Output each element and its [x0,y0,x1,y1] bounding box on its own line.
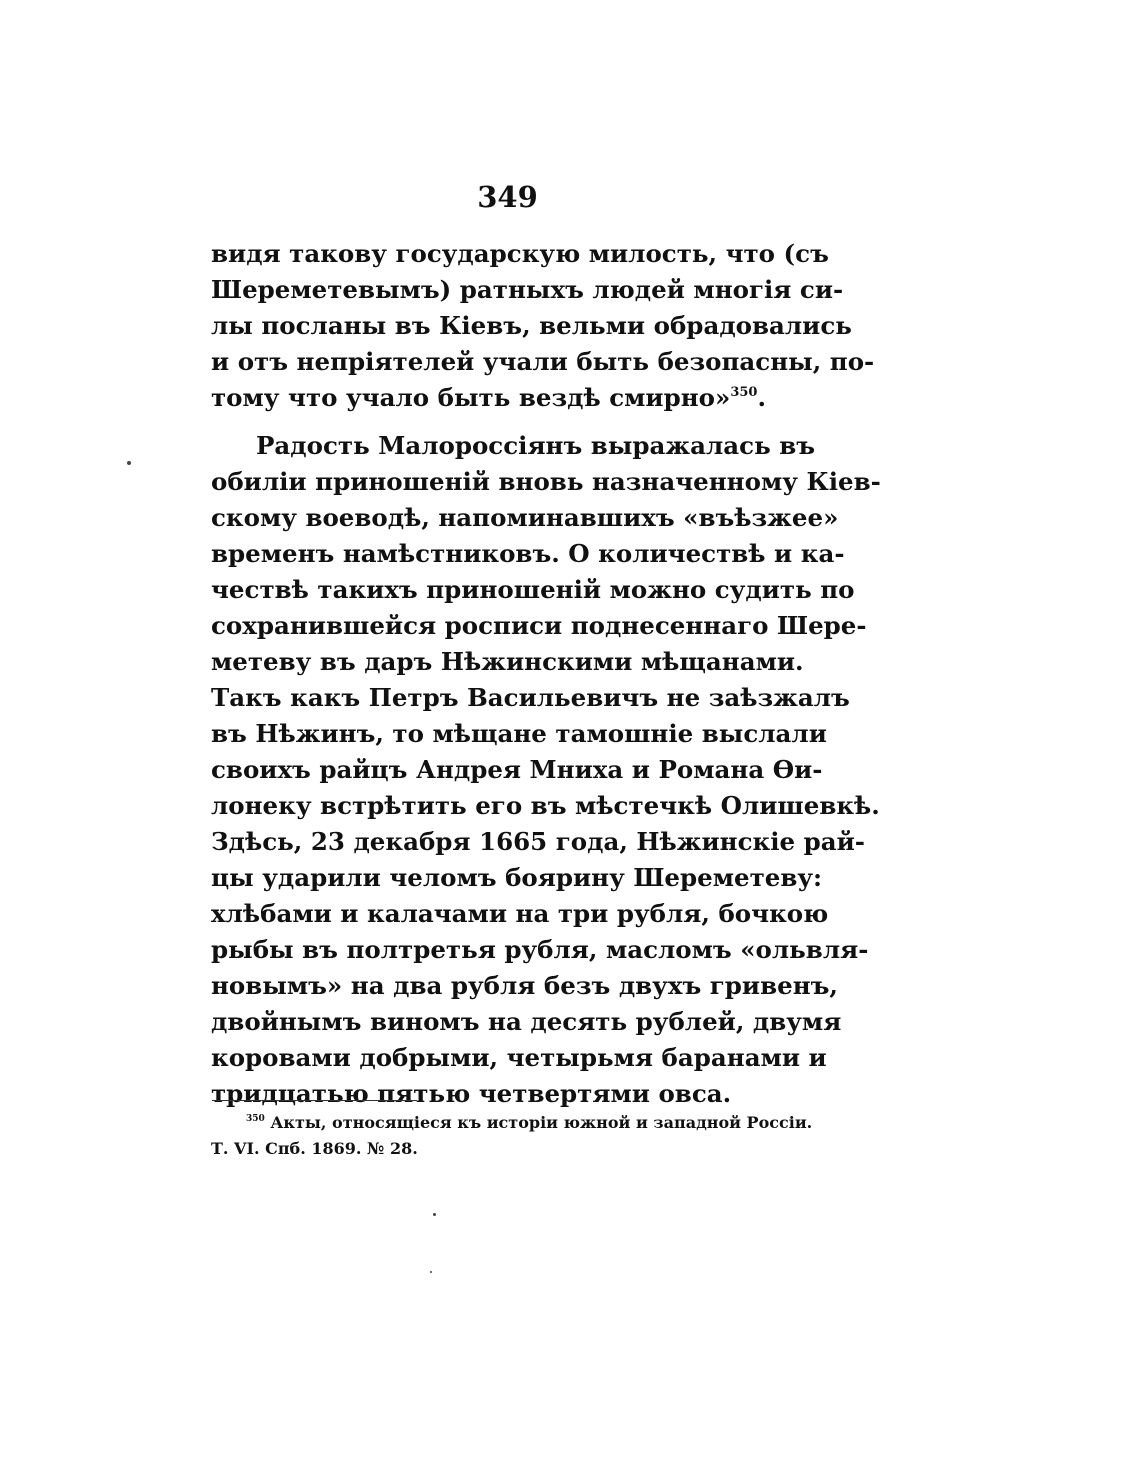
text-line: лонеку встрѣтить его въ мѣстечкѣ Олишевкѣ. [211,791,880,820]
text-line: тому что учало быть вездѣ смирно» [211,383,731,412]
text-line: метеву въ даръ Нѣжинскими мѣщанами. [211,647,804,676]
footnote [211,1110,813,1162]
text-line: рыбы въ полтретья рубля, масломъ «ольвля- [211,935,869,964]
text-line: и отъ непріятелей учали быть безопасны, по- [211,347,875,376]
sentence-period: . [757,383,766,412]
text-line-with-footnote-ref [211,380,801,416]
footnote-separator [212,1100,417,1101]
text-line: тридцатью пятью четвертями овса. [211,1079,732,1108]
scan-speck [127,461,131,465]
text-line: сохранившейся росписи поднесеннаго Шере- [211,611,867,640]
scan-speck [433,1213,436,1216]
footnote-marker: 350 [246,1114,265,1124]
text-line: цы ударили челомъ боярину Шереметеву: [211,863,823,892]
footnote-line: Т. VI. Спб. 1869. № 28. [211,1139,418,1158]
text-line: видя такову государскую милость, что (съ [211,239,829,268]
page-number: 349 [477,180,538,214]
text-line: своихъ райцъ Андрея Мниха и Романа Ѳи- [211,755,823,784]
text-line: въ Нѣжинъ, то мѣщане тамошніе выслали [211,719,827,748]
text-line: Такъ какъ Петръ Васильевичъ не заѣзжалъ [211,683,850,712]
body-text [211,236,881,1112]
text-line: Радость Малороссіянъ выражалась въ [256,431,816,460]
text-line: чествѣ такихъ приношеній можно судить по [211,575,855,604]
footnote-reference[interactable]: 350 [730,385,758,400]
text-line: временъ намѣстниковъ. О количествѣ и ка- [211,539,845,568]
text-line: новымъ» на два рубля безъ двухъ гривенъ, [211,971,838,1000]
text-line: обиліи приношеній вновь назначенному Кіев- [211,467,881,496]
text-line: двойнымъ виномъ на десять рублей, двумя [211,1007,842,1036]
text-line: хлѣбами и калачами на три рубля, бочкою [211,899,829,928]
text-line: коровами добрыми, четырьмя баранами и [211,1043,827,1072]
footnote-line [211,1110,813,1136]
text-line: лы посланы въ Кіевъ, вельми обрадовались [211,311,852,340]
scan-speck [430,1271,432,1273]
text-line: скому воеводѣ, напоминавшихъ «въѣзжее» [211,503,839,532]
text-line: Шереметевымъ) ратныхъ людей многія си- [211,275,844,304]
text-line: Здѣсь, 23 декабря 1665 года, Нѣжинскіе рай- [211,827,865,856]
footnote-text: Акты, относящіеся къ исторіи южной и западной Россіи. [270,1113,813,1132]
